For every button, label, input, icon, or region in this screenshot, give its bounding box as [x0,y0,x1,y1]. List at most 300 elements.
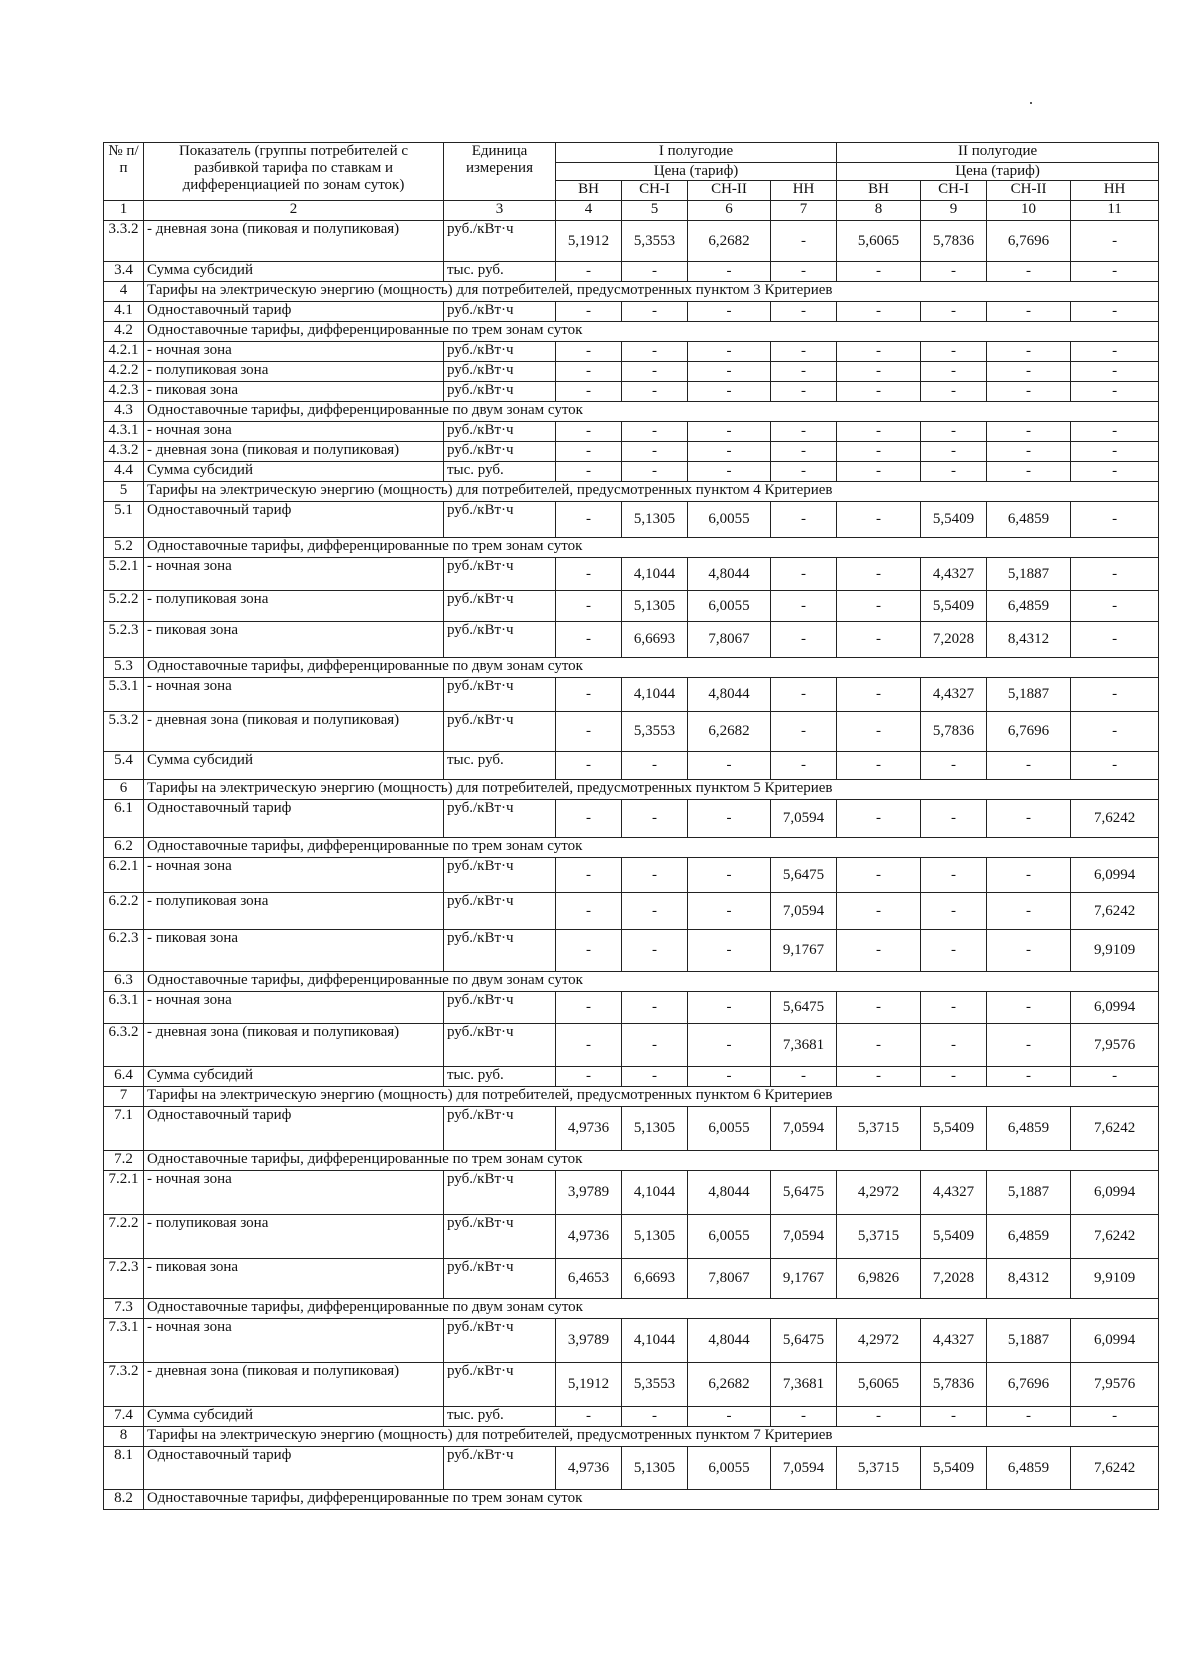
tariff-value: - [837,858,921,893]
tariff-value: 6,6693 [622,1259,688,1299]
tariff-value: - [921,800,987,838]
tariff-value: - [1071,712,1159,752]
tariff-value: 5,5409 [921,502,987,538]
tariff-value: - [688,442,771,462]
section-title: Тарифы на электрическую энергию (мощность) для потребителей, предусмотренных пунктом 3 Критериев [144,282,1159,302]
tariff-value: - [688,752,771,780]
row-unit: руб./кВт·ч [444,502,556,538]
tariff-value: - [987,992,1071,1024]
row-unit: руб./кВт·ч [444,678,556,712]
tariff-value: - [987,1067,1071,1087]
tariff-value: 4,9736 [556,1107,622,1151]
tariff-value: 6,0055 [688,502,771,538]
section-row [104,972,1159,992]
tariff-value: - [987,893,1071,930]
section-title: Тарифы на электрическую энергию (мощность) для потребителей, предусмотренных пунктом 7 Критериев [144,1427,1159,1447]
tariff-value: - [1071,362,1159,382]
tariff-value: 5,3715 [837,1107,921,1151]
row-unit: руб./кВт·ч [444,442,556,462]
tariff-value: - [622,362,688,382]
tariff-value: - [1071,382,1159,402]
row-number: 4.1 [104,302,144,322]
tariff-value: 5,6475 [771,1171,837,1215]
column-number: 8 [837,201,921,221]
table-row [104,362,1159,382]
section-row [104,658,1159,678]
tariff-value: - [771,262,837,282]
tariff-value: - [771,1067,837,1087]
header-level: НН [1071,181,1159,201]
tariff-value: 5,6065 [837,221,921,262]
section-title: Тарифы на электрическую энергию (мощность) для потребителей, предусмотренных пунктом 4 Критериев [144,482,1159,502]
row-number: 4.3.1 [104,422,144,442]
tariff-value: 4,8044 [688,1171,771,1215]
tariff-value: - [556,800,622,838]
tariff-value: - [1071,591,1159,622]
section-row [104,402,1159,422]
row-indicator: - ночная зона [144,858,444,893]
row-number: 5.2.2 [104,591,144,622]
tariff-value: - [1071,262,1159,282]
tariff-value: - [921,1067,987,1087]
tariff-value: - [556,712,622,752]
tariff-value: - [987,422,1071,442]
tariff-value: - [837,262,921,282]
tariff-value: 5,5409 [921,1215,987,1259]
row-indicator: Одноставочный тариф [144,1447,444,1490]
tariff-value: - [556,558,622,591]
tariff-value: - [921,462,987,482]
tariff-value: 5,5409 [921,1447,987,1490]
row-indicator: - полупиковая зона [144,591,444,622]
tariff-value: - [987,462,1071,482]
row-number: 4.4 [104,462,144,482]
tariff-value: - [556,992,622,1024]
row-number: 4 [104,282,144,302]
row-number: 6 [104,780,144,800]
tariff-value: - [1071,622,1159,658]
tariff-value: 9,1767 [771,930,837,972]
section-row [104,1427,1159,1447]
header-level: СН-II [688,181,771,201]
tariff-value: 7,0594 [771,1447,837,1490]
tariff-value: - [688,302,771,322]
row-number: 8.2 [104,1490,144,1510]
row-unit: руб./кВт·ч [444,591,556,622]
row-indicator: - ночная зона [144,678,444,712]
tariff-value: - [622,342,688,362]
tariff-value: 6,0994 [1071,1319,1159,1363]
tariff-value: 4,8044 [688,678,771,712]
tariff-value: - [987,752,1071,780]
tariff-value: - [1071,422,1159,442]
row-number: 3.4 [104,262,144,282]
tariff-value: - [771,678,837,712]
row-number: 6.2.3 [104,930,144,972]
tariff-value: - [622,752,688,780]
header-num: № п/п [104,143,144,201]
tariff-value: - [987,930,1071,972]
tariff-value: 7,9576 [1071,1363,1159,1407]
tariff-value: 5,1912 [556,221,622,262]
tariff-value: - [837,382,921,402]
column-number: 4 [556,201,622,221]
tariff-value: 6,0055 [688,1215,771,1259]
column-number: 11 [1071,201,1159,221]
tariff-value: 6,4653 [556,1259,622,1299]
column-number: 9 [921,201,987,221]
tariff-value: - [688,362,771,382]
row-number: 7.3 [104,1299,144,1319]
row-number: 7 [104,1087,144,1107]
tariff-value: 7,6242 [1071,1107,1159,1151]
tariff-value: 3,9789 [556,1319,622,1363]
table-row [104,622,1159,658]
tariff-value: - [688,930,771,972]
section-row [104,838,1159,858]
tariff-value: 5,1305 [622,1447,688,1490]
tariff-value: - [921,302,987,322]
tariff-value: - [688,382,771,402]
table-row [104,462,1159,482]
row-indicator: - дневная зона (пиковая и полупиковая) [144,712,444,752]
row-indicator: Сумма субсидий [144,1067,444,1087]
tariff-value: 6,9826 [837,1259,921,1299]
table-row [104,302,1159,322]
tariff-value: - [771,712,837,752]
tariff-value: 6,7696 [987,221,1071,262]
tariff-value: 6,0994 [1071,992,1159,1024]
tariff-value: 6,7696 [987,712,1071,752]
tariff-value: - [771,591,837,622]
tariff-value: - [688,342,771,362]
row-number: 7.2 [104,1151,144,1171]
row-number: 7.2.1 [104,1171,144,1215]
tariff-value: - [771,502,837,538]
tariff-value: 7,0594 [771,800,837,838]
tariff-value: 7,9576 [1071,1024,1159,1067]
row-number: 5.3.2 [104,712,144,752]
row-unit: руб./кВт·ч [444,1107,556,1151]
table-row [104,1024,1159,1067]
row-number: 4.2.2 [104,362,144,382]
row-number: 4.3.2 [104,442,144,462]
header-level: НН [771,181,837,201]
tariff-value: - [987,262,1071,282]
tariff-value: - [771,342,837,362]
tariff-value: - [837,342,921,362]
tariff-value: - [556,622,622,658]
tariff-table [103,142,1159,1510]
section-title: Одноставочные тарифы, дифференцированные по двум зонам суток [144,402,1159,422]
tariff-value: 6,4859 [987,502,1071,538]
tariff-value: - [771,442,837,462]
row-unit: руб./кВт·ч [444,712,556,752]
tariff-value: 7,6242 [1071,893,1159,930]
row-number: 8 [104,1427,144,1447]
tariff-value: - [1071,221,1159,262]
tariff-value: 5,7836 [921,221,987,262]
table-row [104,442,1159,462]
row-unit: руб./кВт·ч [444,858,556,893]
row-indicator: - пиковая зона [144,930,444,972]
tariff-value: - [688,800,771,838]
row-number: 8.1 [104,1447,144,1490]
row-unit: тыс. руб. [444,752,556,780]
row-unit: тыс. руб. [444,1407,556,1427]
tariff-value: - [556,591,622,622]
section-row [104,780,1159,800]
row-unit: руб./кВт·ч [444,1363,556,1407]
tariff-value: - [837,1407,921,1427]
tariff-value: - [771,302,837,322]
row-indicator: - полупиковая зона [144,362,444,382]
section-title: Одноставочные тарифы, дифференцированные по двум зонам суток [144,658,1159,678]
tariff-value: 7,0594 [771,893,837,930]
tariff-value: 7,0594 [771,1107,837,1151]
table-row [104,1407,1159,1427]
row-unit: руб./кВт·ч [444,992,556,1024]
tariff-value: - [1071,678,1159,712]
section-title: Одноставочные тарифы, дифференцированные по двум зонам суток [144,972,1159,992]
tariff-value: 7,3681 [771,1024,837,1067]
tariff-value: 6,6693 [622,622,688,658]
row-unit: руб./кВт·ч [444,362,556,382]
tariff-value: 8,4312 [987,1259,1071,1299]
row-unit: руб./кВт·ч [444,800,556,838]
row-indicator: Сумма субсидий [144,752,444,780]
tariff-value: - [921,992,987,1024]
tariff-value: 7,6242 [1071,800,1159,838]
row-unit: руб./кВт·ч [444,422,556,442]
tariff-value: - [921,262,987,282]
section-title: Одноставочные тарифы, дифференцированные по трем зонам суток [144,538,1159,558]
tariff-value: - [622,800,688,838]
tariff-value: 6,0055 [688,1447,771,1490]
tariff-value: 4,4327 [921,1319,987,1363]
row-number: 4.3 [104,402,144,422]
tariff-value: - [837,930,921,972]
tariff-value: - [987,442,1071,462]
tariff-value: 4,1044 [622,678,688,712]
tariff-value: 7,0594 [771,1215,837,1259]
row-number: 4.2 [104,322,144,342]
tariff-value: - [622,422,688,442]
tariff-value: - [837,558,921,591]
row-indicator: - полупиковая зона [144,893,444,930]
tariff-value: - [556,858,622,893]
tariff-value: - [837,422,921,442]
row-indicator: - пиковая зона [144,1259,444,1299]
tariff-value: - [622,930,688,972]
row-indicator: - дневная зона (пиковая и полупиковая) [144,1363,444,1407]
tariff-value: 6,2682 [688,221,771,262]
tariff-value: 8,4312 [987,622,1071,658]
tariff-value: 6,0994 [1071,1171,1159,1215]
row-unit: руб./кВт·ч [444,1024,556,1067]
table-row [104,382,1159,402]
tariff-value: - [622,992,688,1024]
header-row [104,143,1159,163]
tariff-value: - [556,262,622,282]
row-number: 7.2.3 [104,1259,144,1299]
tariff-value: 5,1305 [622,1215,688,1259]
tariff-value: - [837,992,921,1024]
tariff-value: - [1071,342,1159,362]
tariff-value: 6,4859 [987,591,1071,622]
tariff-value: - [1071,752,1159,780]
table-row [104,1447,1159,1490]
header-level: СН-I [622,181,688,201]
tariff-value: - [1071,1407,1159,1427]
tariff-value: - [556,1407,622,1427]
tariff-value: - [837,1067,921,1087]
tariff-value: 6,2682 [688,712,771,752]
row-indicator: - ночная зона [144,1319,444,1363]
tariff-value: - [622,1067,688,1087]
tariff-value: 6,7696 [987,1363,1071,1407]
tariff-value: 5,7836 [921,1363,987,1407]
header-price-2: Цена (тариф) [837,163,1159,181]
tariff-value: - [837,362,921,382]
row-indicator: - ночная зона [144,1171,444,1215]
row-unit: руб./кВт·ч [444,382,556,402]
column-number-row [104,201,1159,221]
row-unit: руб./кВт·ч [444,1319,556,1363]
row-number: 5.3 [104,658,144,678]
tariff-value: - [688,462,771,482]
tariff-value: - [556,1024,622,1067]
row-number: 6.4 [104,1067,144,1087]
tariff-value: - [1071,442,1159,462]
section-title: Одноставочные тарифы, дифференцированные по трем зонам суток [144,1490,1159,1510]
tariff-value: 5,3553 [622,712,688,752]
tariff-value: - [987,382,1071,402]
tariff-value: - [921,930,987,972]
tariff-value: - [837,302,921,322]
tariff-value: - [771,752,837,780]
tariff-value: - [987,800,1071,838]
row-number: 6.2.1 [104,858,144,893]
tariff-value: 7,6242 [1071,1447,1159,1490]
header-level: ВН [837,181,921,201]
tariff-value: 6,4859 [987,1215,1071,1259]
tariff-value: - [771,382,837,402]
column-number: 1 [104,201,144,221]
tariff-value: - [837,502,921,538]
tariff-value: - [921,342,987,362]
tariff-value: 4,2972 [837,1319,921,1363]
tariff-value: - [556,1067,622,1087]
row-number: 5.2.1 [104,558,144,591]
header-half2: II полугодие [837,143,1159,163]
row-number: 5.2 [104,538,144,558]
row-unit: тыс. руб. [444,1067,556,1087]
section-row [104,1151,1159,1171]
tariff-value: 5,1305 [622,502,688,538]
header-unit: Единица измерения [444,143,556,201]
table-row [104,992,1159,1024]
section-row [104,538,1159,558]
tariff-value: - [622,442,688,462]
row-number: 6.2.2 [104,893,144,930]
tariff-value: - [837,591,921,622]
tariff-value: - [837,712,921,752]
tariff-value: 4,9736 [556,1215,622,1259]
header-level: ВН [556,181,622,201]
tariff-value: 5,6475 [771,992,837,1024]
tariff-value: 5,7836 [921,712,987,752]
tariff-value: - [556,678,622,712]
tariff-value: - [1071,1067,1159,1087]
tariff-value: - [837,752,921,780]
tariff-value: - [771,462,837,482]
table-row [104,930,1159,972]
table-row [104,221,1159,262]
header-level: СН-II [987,181,1071,201]
tariff-value: - [837,462,921,482]
row-indicator: - дневная зона (пиковая и полупиковая) [144,1024,444,1067]
row-number: 5.1 [104,502,144,538]
row-number: 4.2.1 [104,342,144,362]
header-half1: I полугодие [556,143,837,163]
tariff-value: 5,6475 [771,858,837,893]
column-number: 10 [987,201,1071,221]
tariff-value: - [987,1407,1071,1427]
row-indicator: Сумма субсидий [144,1407,444,1427]
row-number: 5.3.1 [104,678,144,712]
tariff-value: - [1071,462,1159,482]
tariff-value: - [1071,558,1159,591]
section-row [104,1490,1159,1510]
table-row [104,858,1159,893]
header-indicator: Показатель (группы потребителей с разбивкой тарифа по ставкам и дифференциацией по зонам суток) [144,143,444,201]
tariff-value: 9,9109 [1071,930,1159,972]
table-row [104,800,1159,838]
tariff-value: 5,3715 [837,1215,921,1259]
tariff-value: 4,8044 [688,558,771,591]
section-title: Одноставочные тарифы, дифференцированные по двум зонам суток [144,1299,1159,1319]
tariff-value: - [921,422,987,442]
tariff-value: - [622,893,688,930]
row-unit: руб./кВт·ч [444,558,556,591]
tariff-value: - [921,1407,987,1427]
tariff-value: 5,1305 [622,591,688,622]
tariff-value: - [556,930,622,972]
section-row [104,1087,1159,1107]
row-number: 6.1 [104,800,144,838]
tariff-value: 6,0994 [1071,858,1159,893]
tariff-value: - [556,422,622,442]
tariff-value: - [688,992,771,1024]
tariff-value: 4,1044 [622,1171,688,1215]
tariff-value: 5,5409 [921,591,987,622]
tariff-value: - [688,858,771,893]
tariff-value: 7,6242 [1071,1215,1159,1259]
row-unit: руб./кВт·ч [444,342,556,362]
tariff-value: 7,8067 [688,1259,771,1299]
tariff-value: - [837,678,921,712]
tariff-value: 6,2682 [688,1363,771,1407]
tariff-value: - [987,342,1071,362]
tariff-value: 4,9736 [556,1447,622,1490]
tariff-value: - [556,362,622,382]
tariff-value: - [622,462,688,482]
tariff-value: 5,3715 [837,1447,921,1490]
row-number: 6.3 [104,972,144,992]
table-row [104,752,1159,780]
tariff-value: - [556,442,622,462]
